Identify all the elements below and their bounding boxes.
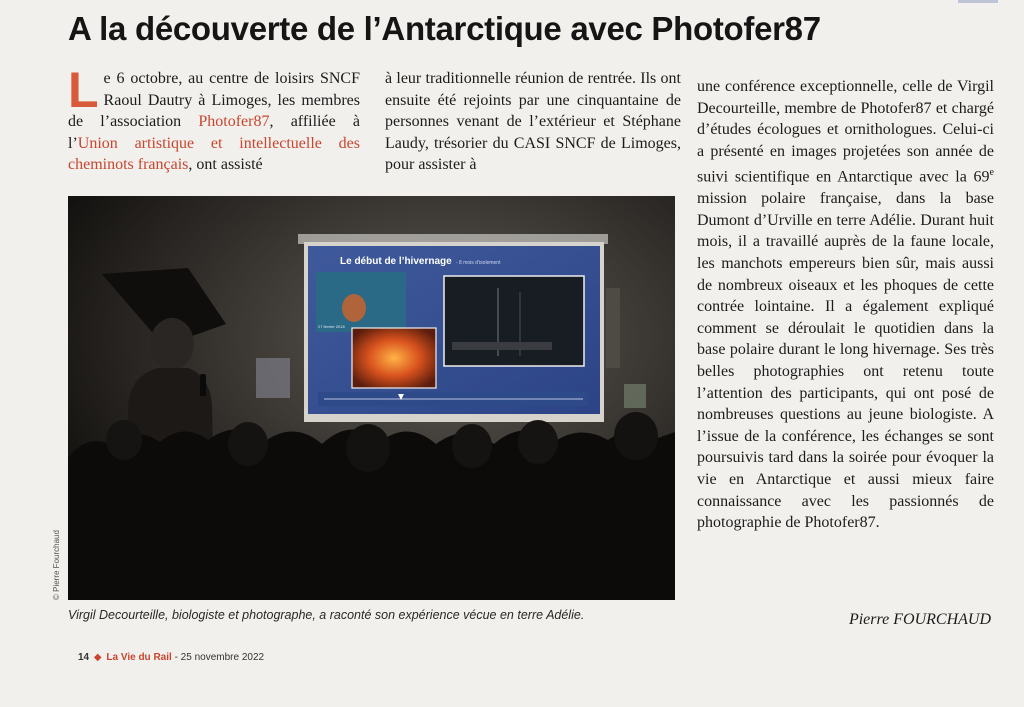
column-1-text-c: , ont assisté xyxy=(188,156,263,174)
article-author: Pierre FOURCHAUD xyxy=(848,611,991,628)
column-1-text-a: e 6 octobre, au centre de loisirs SNCF Raoul Dautry à Limoges, les membres de l’association xyxy=(68,70,360,131)
column-3-text-a: une conférence exceptionnelle, celle de Virgil Decourteille, membre de Photofer87 et chargé d’études écologues et ornithologues. Celui-ci a présenté en images projetées son année de suivi scientifique en Antarctique avec la 69 xyxy=(697,78,994,186)
wall-panel xyxy=(606,288,620,368)
wall-frame xyxy=(256,358,290,398)
slide-photo-3 xyxy=(444,276,584,366)
diamond-icon: ◆ xyxy=(93,652,102,663)
speaker-head-silhouette xyxy=(150,318,194,370)
scan-edge-mark xyxy=(958,0,998,3)
slide-subtitle: - 8 mois d’isolement xyxy=(456,260,501,266)
slide-photo-date: 27 février 2018 xyxy=(318,324,345,329)
column-1-text-b: , affiliée à l’ xyxy=(68,113,360,152)
page-footer xyxy=(78,652,264,663)
article-column-3 xyxy=(697,76,994,534)
photo-credit: © Pierre Fourchaud xyxy=(52,530,61,600)
drop-cap: L xyxy=(68,62,99,118)
article-column-2: à leur traditionnelle réunion de rentrée. Ils ont ensuite été rejoints par une cinquantaine de personnes venant de l’extérieur et Stéphane Laudy, trésorier du CASI SNCF de Limoges, pour assister à xyxy=(385,70,681,174)
issue-date: - 25 novembre 2022 xyxy=(174,652,265,663)
page-number: 14 xyxy=(78,652,90,663)
article-column-1 xyxy=(68,62,360,176)
wall-poster xyxy=(624,384,646,408)
conference-photo xyxy=(68,196,675,600)
union-artistique-mention: Union artistique et intellectuelle des cheminots français xyxy=(68,134,360,174)
photofer87-mention: Photofer87 xyxy=(198,113,270,131)
photo-caption: Virgil Decourteille, biologiste et photographe, a raconté son expérience vécue en terre Adélie. xyxy=(68,608,585,622)
photo-illustration xyxy=(68,196,675,600)
ordinal-superscript: e xyxy=(989,167,994,179)
slide-title: Le début de l’hivernage xyxy=(340,256,452,267)
microphone-silhouette xyxy=(200,374,206,396)
magazine-name: La Vie du Rail xyxy=(106,652,172,663)
column-3-text-b: mission polaire française, dans la base Dumont d’Urville en terre Adélie. Durant huit mois, il a travaillé auprès de la faune locale, les manchots empereurs bien sûr, mais aussi de nombreux oiseaux et les phoques de cette contrée lointaine. Il a également expliqué comment se déroulait le quotidien dans la base polaire durant le long hivernage. Ses très belles photographies ont retenu toute l’attention des participants, qui ont posé de nombreuses questions au jeune biologiste. A l’issue de la conférence, les échanges se sont poursuivis tard dans la soirée pour évoquer la vie en Antarctique et aussi mieux faire connaissance avec les passionnés de photographie de Photofer87. xyxy=(697,190,994,532)
slide-photo-2 xyxy=(352,328,436,388)
article-headline: A la découverte de l’Antarctique avec Photofer87 xyxy=(68,10,821,47)
